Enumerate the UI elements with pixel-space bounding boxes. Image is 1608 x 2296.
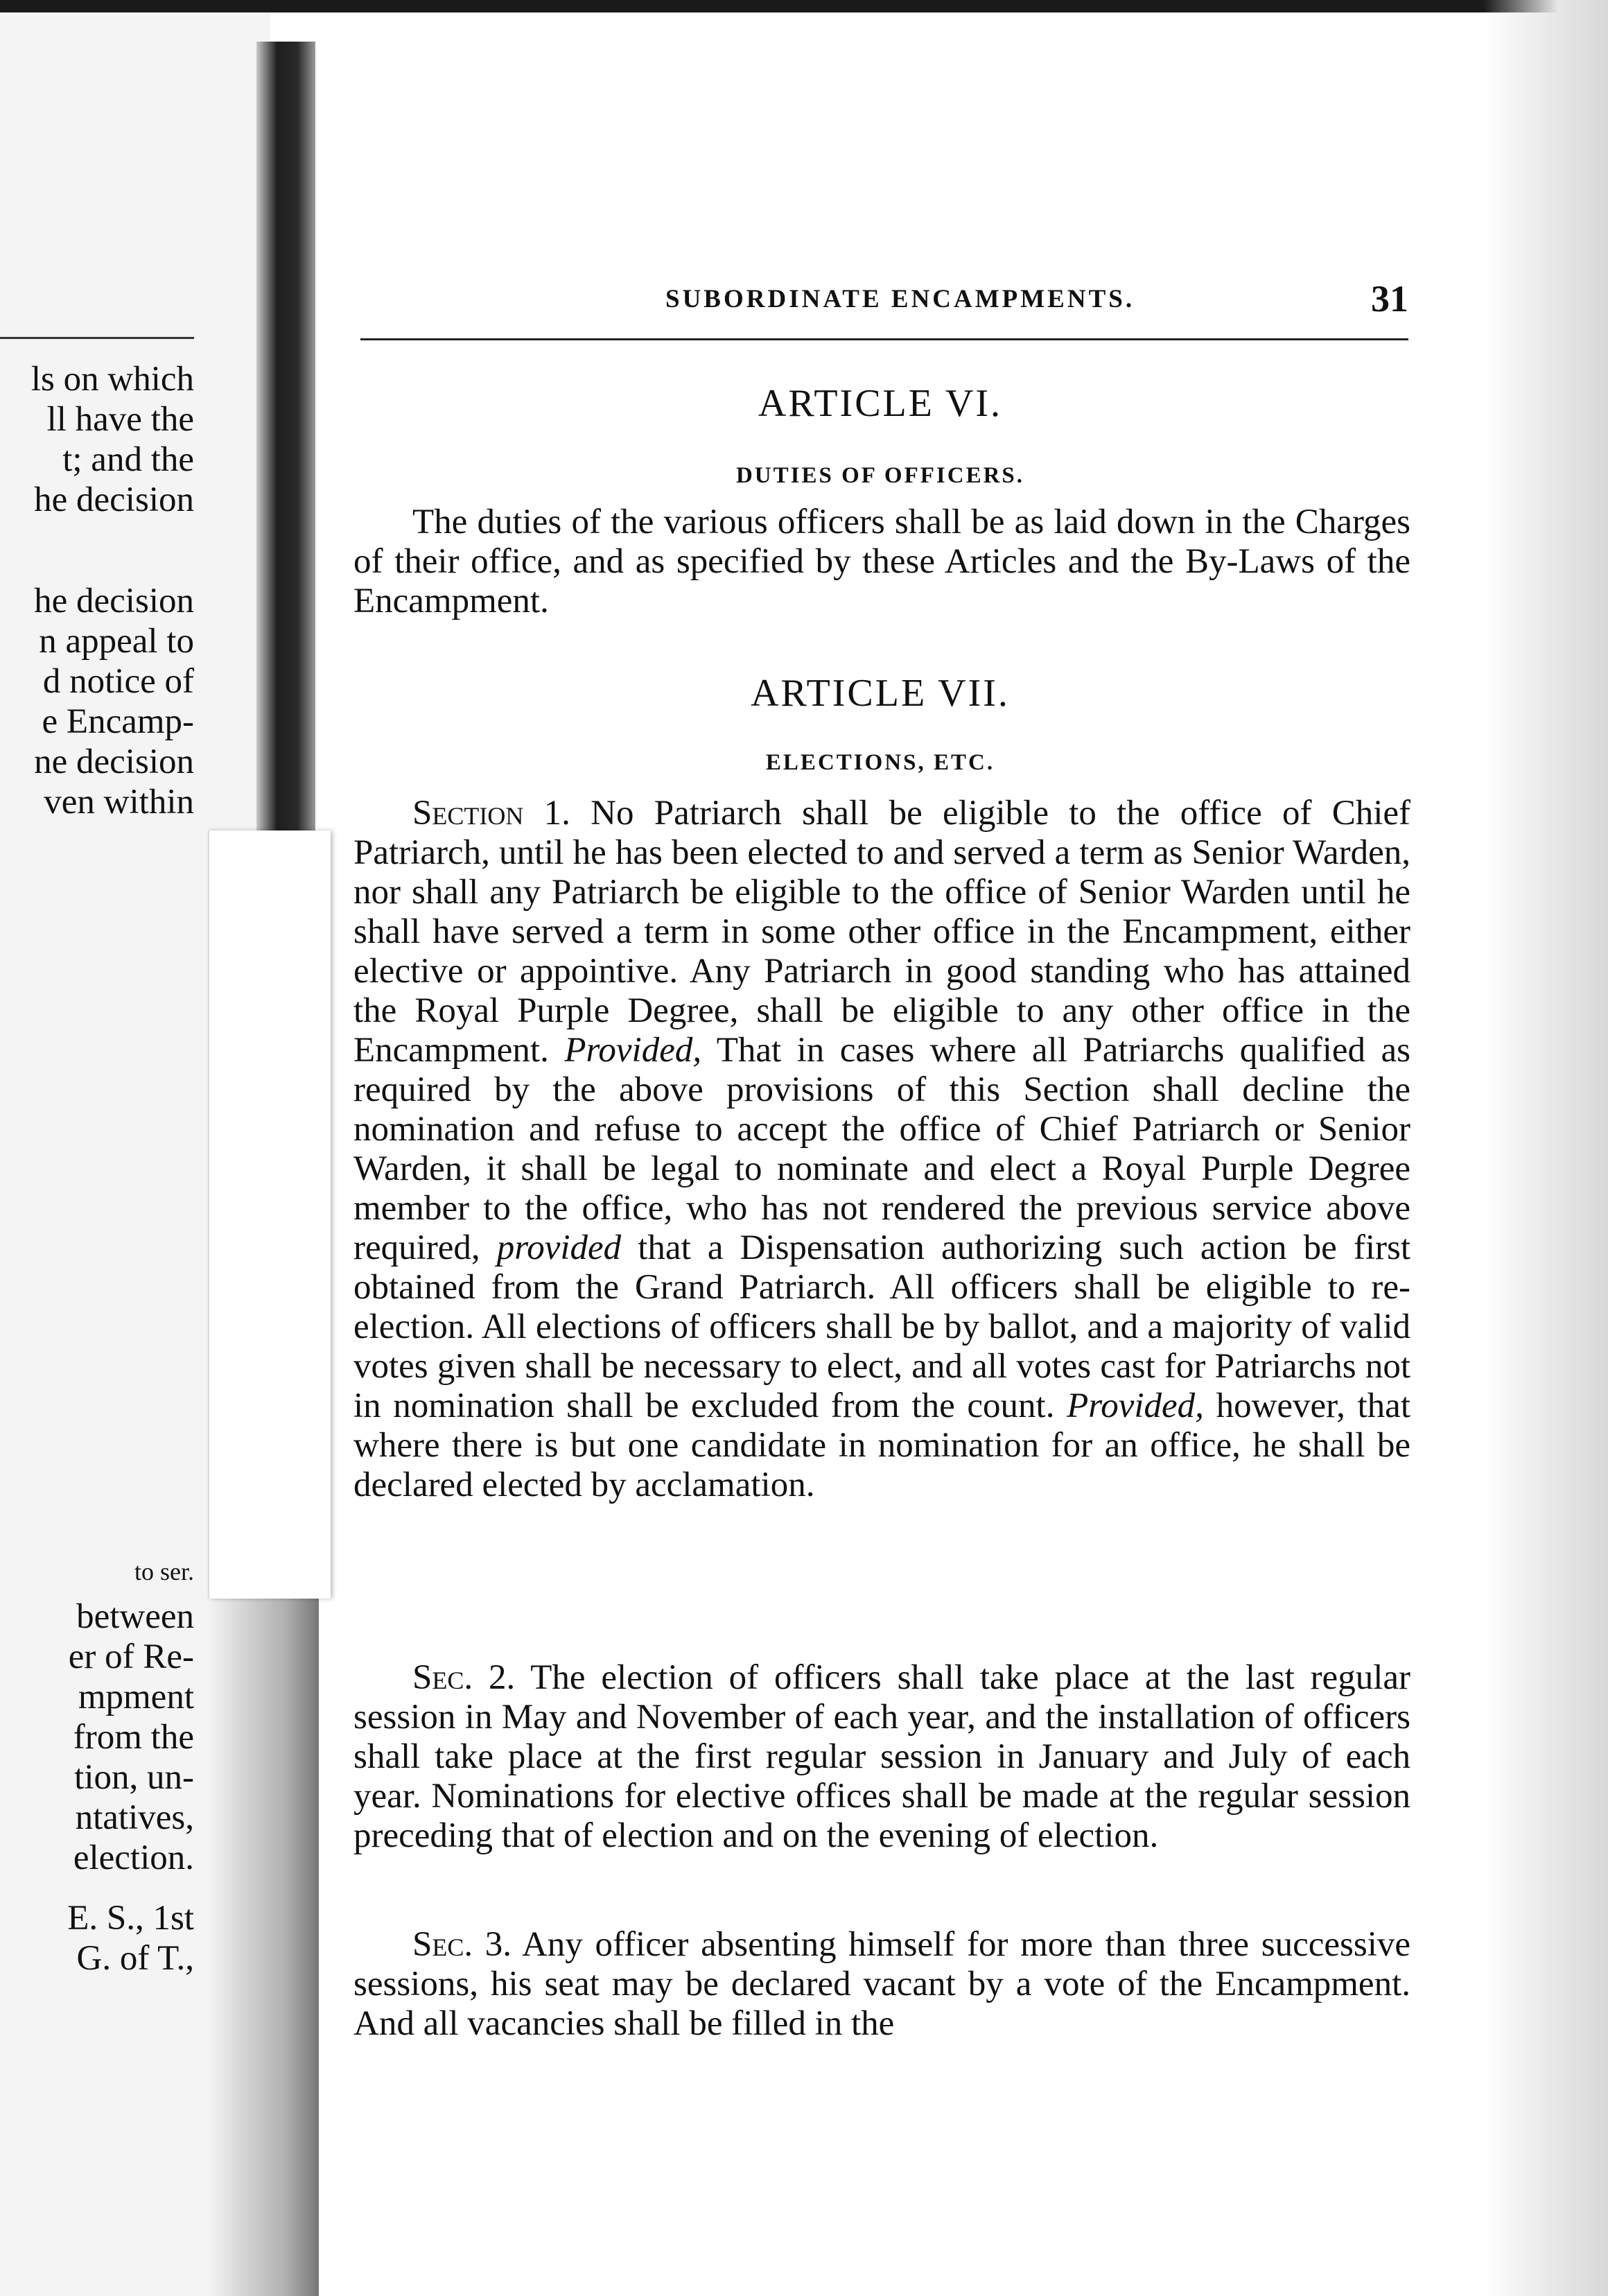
facing-line: ll have the: [46, 400, 194, 439]
facing-line: he decision: [34, 582, 194, 620]
section-3-text: Any officer absenting himself for more than three successive sessions, his seat may be declared vacant by a vote of the Encampment. And all vacancies shall be filled in the: [353, 1925, 1410, 2043]
section-2: [353, 1658, 1410, 1856]
section-1-text-a: No Patriarch shall be eligible to the office of Chief Patriarch, until he has been elected to and served a term as Senior Warden, nor shall any Patriarch be eligible to the office of Senior Warden until he shall have served a term in some other office in the Encampment, either elective or appointive. Any Patriarch in good standing who has attained the Royal Purple Degree, shall be eligible to any other office in the Encampment.: [353, 794, 1411, 1070]
book-page: [347, 0, 1414, 2296]
facing-line: d notice of: [42, 662, 194, 701]
running-title: SUBORDINATE ENCAMPMENTS.: [665, 285, 1135, 313]
inserted-paper-slip: [208, 830, 331, 1599]
section-1-provided-a: Provided,: [564, 1031, 702, 1070]
facing-line: to ser.: [134, 1558, 194, 1585]
section-3: [353, 1925, 1410, 2044]
section-1-provided-c: Provided,: [1067, 1386, 1204, 1425]
article-vi-text: The duties of the various officers shall be as laid down in the Charges of their office, and as specified by these Articles and the By-Laws of the Encampment.: [353, 503, 1410, 620]
facing-line: election.: [73, 1838, 194, 1877]
facing-line: ls on which: [30, 360, 194, 399]
section-3-label: Sec. 3.: [412, 1925, 512, 1964]
page-number: 31: [1371, 278, 1408, 320]
gutter-shadow: [208, 1581, 319, 2296]
facing-line: he decision: [34, 480, 194, 519]
facing-line: mpment: [78, 1678, 194, 1716]
facing-line: ne decision: [34, 742, 194, 781]
facing-line: E. S., 1st: [67, 1899, 194, 1938]
facing-line: tion, un-: [74, 1758, 194, 1797]
article-vii-subtitle: ELECTIONS, ETC.: [765, 750, 995, 775]
section-1-provided-b: provided: [496, 1228, 622, 1267]
facing-line: t; and the: [62, 440, 194, 479]
facing-line: er of Re-: [68, 1637, 194, 1676]
running-head: [347, 278, 1414, 333]
section-2-text: The election of officers shall take place at the last regular session in May and November of each year, and the installation of officers shall take place at the first regular session in January and July of each year. Nominations for elective offices shall be made at the regular session preceding that of election and on the evening of election.: [353, 1658, 1410, 1855]
facing-line: e Encamp-: [42, 702, 194, 741]
section-1-text-d: however, that where there is but one candidate in nomination for an office, he shall be declared elected by acclamation.: [353, 1386, 1410, 1504]
facing-line: G. of T.,: [76, 1939, 194, 1978]
section-2-label: Sec. 2.: [412, 1658, 516, 1697]
facing-line: ven within: [44, 783, 194, 821]
section-1: [353, 794, 1410, 1505]
header-rule: [360, 338, 1408, 340]
facing-line: ntatives,: [75, 1798, 194, 1837]
facing-line: n appeal to: [39, 622, 194, 661]
facing-line: between: [76, 1597, 194, 1636]
section-1-text-c: that a Dispensation authorizing such action be first obtained from the Grand Patriarch. All officers shall be eligible to re-election. All elections of officers shall be by ballot, and a majority of valid votes given shall be necessary to elect, and all votes cast for Patriarchs not in nomination shall be excluded from the count.: [353, 1228, 1410, 1425]
article-vi-subtitle: DUTIES OF OFFICERS.: [735, 463, 1025, 488]
facing-line: from the: [73, 1718, 194, 1757]
article-vi-title: ARTICLE VI.: [758, 382, 1003, 425]
article-vii-title: ARTICLE VII.: [751, 672, 1010, 715]
section-1-label: Section 1.: [412, 794, 570, 833]
facing-page-rule: [0, 337, 194, 339]
section-1-text-b: That in cases where all Patriarchs qualified as required by the above provisions of this Section shall decline the nomination and refuse to accept the office of Chief Patriarch or Senior Warden, it shall be legal to nominate and elect a Royal Purple Degree member to the office, who has not rendered the previous service above required,: [353, 1031, 1410, 1267]
page-edge-shadow: [1483, 0, 1608, 2296]
